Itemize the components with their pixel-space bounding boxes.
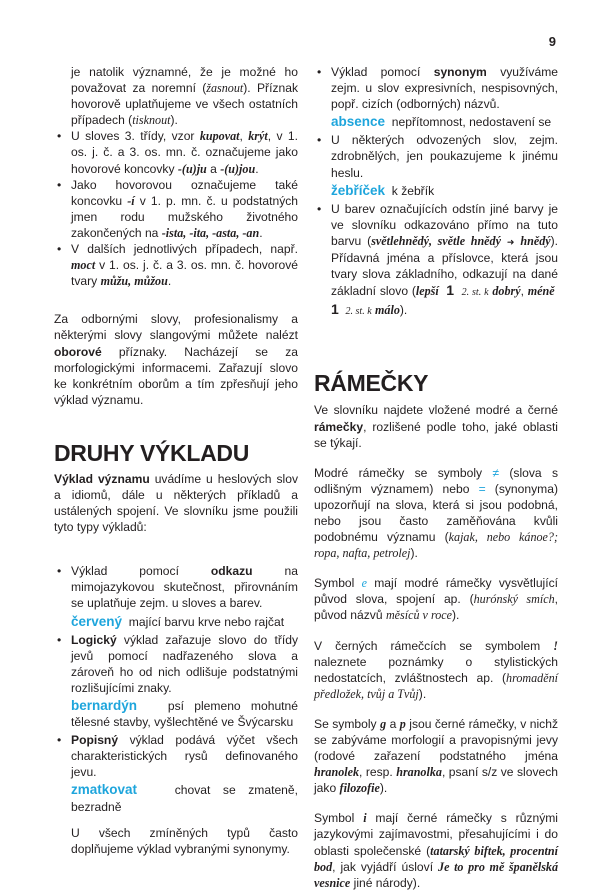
section-title-druhy-vykladu: DRUHY VÝKLADU [54, 439, 250, 466]
etymology-icon: e [361, 576, 367, 591]
list-item: • Jako hovorovou označujeme také koncovku -í v 1. p. mn. č. u podstatných jmen rodu mužského životného zakončených na -ista, -ita, -asta, -an. [57, 177, 299, 240]
style-boxes-paragraph: V černých rámečcích se symbolem ! naleznete poznámky o stylistických nedostatcích, zvláštnostech ap. (hromadění předložek, tvůj a Tvůj). [314, 638, 558, 701]
definition-types-intro: Výklad významu uvádíme u heslových slov a idiomů, dále u některých příkladů a ustálených spojení. Ve slovníku jsme použili tyto typy výkladů: [54, 471, 298, 535]
not-equal-icon: ≠ [492, 465, 500, 480]
colloquial-rules-list [54, 128, 298, 289]
list-item: • Popisný výklad podává výčet všech charakteristických rysů definovaného jevu. zmatkovat chovat se zmateně, bezradně [57, 733, 298, 814]
example-entry: žebříček k žebřík [331, 182, 435, 198]
exclamation-icon: ! [553, 638, 558, 653]
page-number: 9 [548, 34, 556, 49]
boxes-intro-paragraph: Ve slovníku najdete vložené modré a černé rámečky, rozlišené podle toho, jaké oblasti se týkají. [314, 403, 558, 450]
field-labels-paragraph: Za odbornými slovy, profesionalismy a některými slovy slangovými můžete nalézt oborové příznaky. Nacházejí se za morfologickými informacemi. Zařazují slovo ke konkrétním oborům a tím zpřesňují jeho výklad významu. [54, 312, 298, 407]
list-item: • U barev označujících odstín jiné barvy je ve slovníku odkazováno přímo na tuto barvu (světlehnědý, světle hnědý ➜ hnědý). Přídavná jména a příslovce, která jsou tvary slova základního, odkazují na dané základní slovo (lepší 1 2. st. k dobrý, méně 1 2. st. k málo). [317, 201, 558, 318]
example-entry: absence nepřítomnost, nedostavení se [331, 114, 552, 130]
intro-paragraph: je natolik významné, že je možné ho považovat za noremní (žasnout). Příznak hovorově uplatňujeme ve všech ostatních případech (tisknout). [71, 65, 298, 128]
arrow-icon: ➜ [506, 236, 515, 247]
list-item: • U některých odvozených slov, zejm. zdrobnělých, jen poukazujeme k jinému heslu. žebříček k žebřík [317, 133, 558, 198]
list-item: • V dalších jednotlivých případech, např. moct v 1. os. j. č. a 3. os. mn. č. hovorové tvary můžu, můžou. [57, 242, 298, 289]
example-entry: zmatkovat chovat se zmateně, bezradně [71, 782, 298, 814]
list-item: • U sloves 3. třídy, vzor kupovat, krýt, v 1. os. j. č. a 3. os. mn. č. označujeme jako hovorové koncovky -(u)ju a -(u)jou. [57, 129, 298, 176]
left-column [54, 64, 298, 857]
example-entry: červený mající barvu krve nebo rajčat [71, 613, 285, 629]
list-item: • Výklad pomocí odkazu na mimojazykovou skutečnost, přirovnáním se uplatňuje zejm. u sloves a barev. červený mající barvu krve nebo rajčat [57, 564, 298, 629]
right-column [314, 64, 558, 891]
equal-icon: = [478, 481, 486, 496]
spelling-icon: p [399, 716, 406, 731]
definition-types-list-continued [314, 64, 558, 320]
info-boxes-paragraph: Symbol i mají černé rámečky s různými jazykovými zajímavostmi, přesahujícími i do oblasti společenské (tatarský biftek, procentní bod, jak vyjádří úsloví Je to pro mě španělská vesnice jiné národy). [314, 811, 558, 890]
example-entry: bernardýn psí plemeno mohutné tělesné stavby, vyšlechtěné ve Švýcarsku [71, 698, 298, 730]
grammar-icon: g [380, 716, 387, 731]
section-title-ramecky: RÁMEČKY [314, 370, 429, 397]
closing-paragraph: U všech zmíněných typů často doplňujeme výklad vybranými synonymy. [71, 825, 298, 856]
list-item: • Výklad pomocí synonym využíváme zejm. u slov expresivních, nespisovných, popř. cizích (odborných) názvů. absence nepřítomnost, nedostavení se [317, 65, 558, 130]
grammar-boxes-paragraph: Se symboly g a p jsou černé rámečky, v nichž se zabýváme morfologií a pravopisnými jevy (rodové zařazení podstatného jména hranolek, resp. hranolka, psaní s/z ve slovech jako filozofie). [314, 716, 558, 796]
info-icon: i [363, 811, 367, 826]
definition-types-list [54, 563, 298, 814]
etymology-boxes-paragraph: Symbol e mají modré rámečky vysvětlující původ slova, spojení ap. (hurónský smích, původ názvů měsíců v roce). [314, 576, 559, 623]
list-item: • Logický výklad zařazuje slovo do třídy jevů pomocí nadřazeného slova a zároveň ho od nich odlišuje podstatnými rozlišujícími znaky. bernardýn psí plemeno mohutné tělesné stavby, vyšlechtěné ve Švýcarsku [57, 632, 298, 730]
blue-boxes-paragraph: Modré rámečky se symboly ≠ (slova s odlišným významem) nebo = (synonyma) upozorňují na slova, která si jsou podobná, nebo jsou často zaměňována kvůli podobnému významu (kajak, nebo kánoe?; ropa, nafta, petrolej). [314, 465, 559, 561]
